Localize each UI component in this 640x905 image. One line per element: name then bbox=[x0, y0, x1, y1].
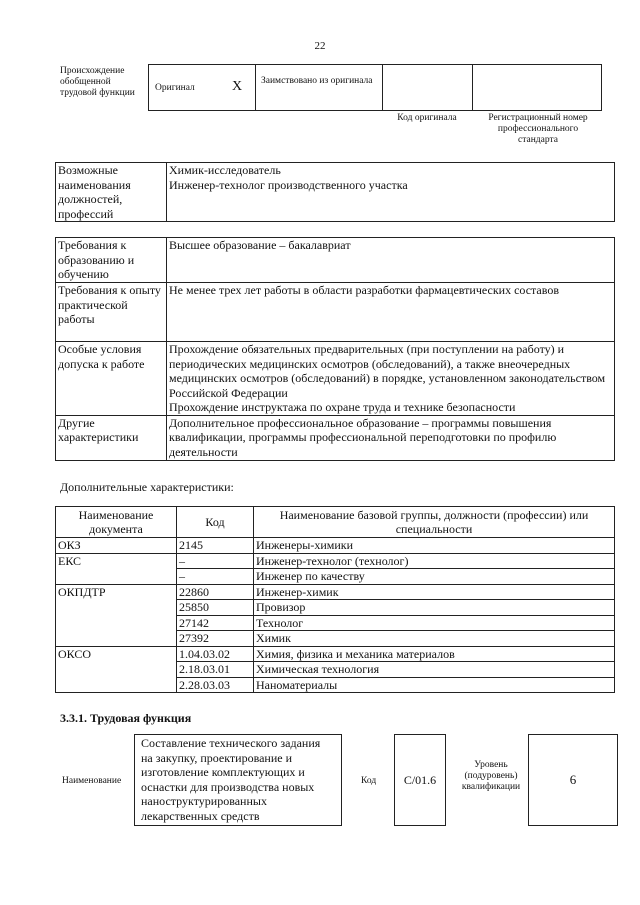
name-cell: Химик bbox=[254, 631, 615, 647]
req-value: Не менее трех лет работы в области разработки фармацевтических составов bbox=[167, 283, 615, 342]
name-cell: Наноматериалы bbox=[254, 677, 615, 693]
req-value-line: Прохождение обязательных предварительных (при поступлении на работу) и периодических медицинских осмотров (обследований), а также внеочередных медицинских осмотров (обследований) в порядке, установленном законодательством Российской Федерации bbox=[169, 342, 606, 400]
name-cell: Инженер-технолог (технолог) bbox=[254, 553, 615, 569]
function-code-box bbox=[394, 734, 446, 826]
origin-reg-number: Регистрационный номер профессионального стандарта bbox=[488, 113, 588, 145]
table-row bbox=[56, 538, 615, 554]
function-name: Составление технического задания на закупку, проектирование и изготовление комплектующих и оснастки для производства новых наноструктурированных лекарственных средств bbox=[141, 736, 321, 823]
name-cell: Провизор bbox=[254, 600, 615, 616]
function-level-box bbox=[528, 734, 618, 826]
code-cell: – bbox=[177, 553, 254, 569]
origin-original: Оригинал bbox=[155, 83, 195, 93]
code-cell: 2145 bbox=[177, 538, 254, 554]
col-header: Наименование базовой группы, должности (профессии) или специальности bbox=[254, 507, 615, 538]
page-number: 22 bbox=[314, 40, 326, 52]
extra-title: Дополнительные характеристики: bbox=[60, 480, 234, 494]
req-label: Особые условия допуска к работе bbox=[56, 342, 167, 416]
code-cell: 2.18.03.01 bbox=[177, 662, 254, 678]
req-label: Требования к опыту практической работы bbox=[56, 283, 167, 342]
code-cell: 27392 bbox=[177, 631, 254, 647]
doc-cell: ОКЗ bbox=[56, 538, 177, 554]
name-cell: Инженеры-химики bbox=[254, 538, 615, 554]
req-value-line: Прохождение инструктажа по охране труда и технике безопасности bbox=[169, 400, 516, 414]
section-title: 3.3.1. Трудовая функция bbox=[60, 711, 192, 725]
name-cell: Инженер по качеству bbox=[254, 569, 615, 585]
req-label: Требования к образованию и обучению bbox=[56, 238, 167, 283]
doc-cell: ОКПДТР bbox=[56, 584, 177, 646]
table-row bbox=[56, 646, 615, 662]
code-cell: 27142 bbox=[177, 615, 254, 631]
function-code: C/01.6 bbox=[403, 773, 437, 787]
position-item: Химик-исследователь bbox=[169, 163, 281, 177]
col-header: Код bbox=[177, 507, 254, 538]
positions-label: Возможные наименования должностей, профессий bbox=[56, 163, 167, 222]
name-cell: Технолог bbox=[254, 615, 615, 631]
code-cell: 2.28.03.03 bbox=[177, 677, 254, 693]
origin-mark: X bbox=[232, 79, 243, 94]
requirements-table bbox=[55, 237, 615, 461]
function-code-label: Код bbox=[361, 776, 377, 786]
origin-label: Происхождение обобщенной трудовой функции bbox=[60, 66, 135, 98]
doc-cell: ОКСО bbox=[56, 646, 177, 693]
col-header: Наименование документа bbox=[56, 507, 177, 538]
name-cell: Инженер-химик bbox=[254, 584, 615, 600]
code-cell: – bbox=[177, 569, 254, 585]
code-cell: 25850 bbox=[177, 600, 254, 616]
req-label: Другие характеристики bbox=[56, 415, 167, 460]
req-value: Дополнительное профессиональное образование – программы повышения квалификации, программы профессиональной переподготовки по профилю деятельности bbox=[167, 415, 615, 460]
position-item: Инженер-технолог производственного участка bbox=[169, 177, 408, 192]
table-row bbox=[56, 584, 615, 600]
origin-code-original: Код оригинала bbox=[397, 113, 457, 123]
req-value: Высшее образование – бакалавриат bbox=[167, 238, 615, 283]
table-row bbox=[56, 553, 615, 569]
req-value bbox=[167, 342, 615, 416]
function-level: 6 bbox=[569, 772, 577, 787]
function-name-box bbox=[134, 734, 342, 826]
doc-cell: ЕКС bbox=[56, 553, 177, 584]
function-name-label: Наименование bbox=[62, 776, 122, 786]
name-cell: Химия, физика и механика материалов bbox=[254, 646, 615, 662]
positions-table bbox=[55, 162, 615, 222]
origin-borrowed: Заимствовано из оригинала bbox=[261, 76, 373, 86]
code-cell: 22860 bbox=[177, 584, 254, 600]
function-level-label: Уровень (подуровень) квалификации bbox=[461, 760, 521, 792]
name-cell: Химическая технология bbox=[254, 662, 615, 678]
positions-values bbox=[167, 163, 615, 222]
extra-table bbox=[55, 506, 615, 693]
code-cell: 1.04.03.02 bbox=[177, 646, 254, 662]
